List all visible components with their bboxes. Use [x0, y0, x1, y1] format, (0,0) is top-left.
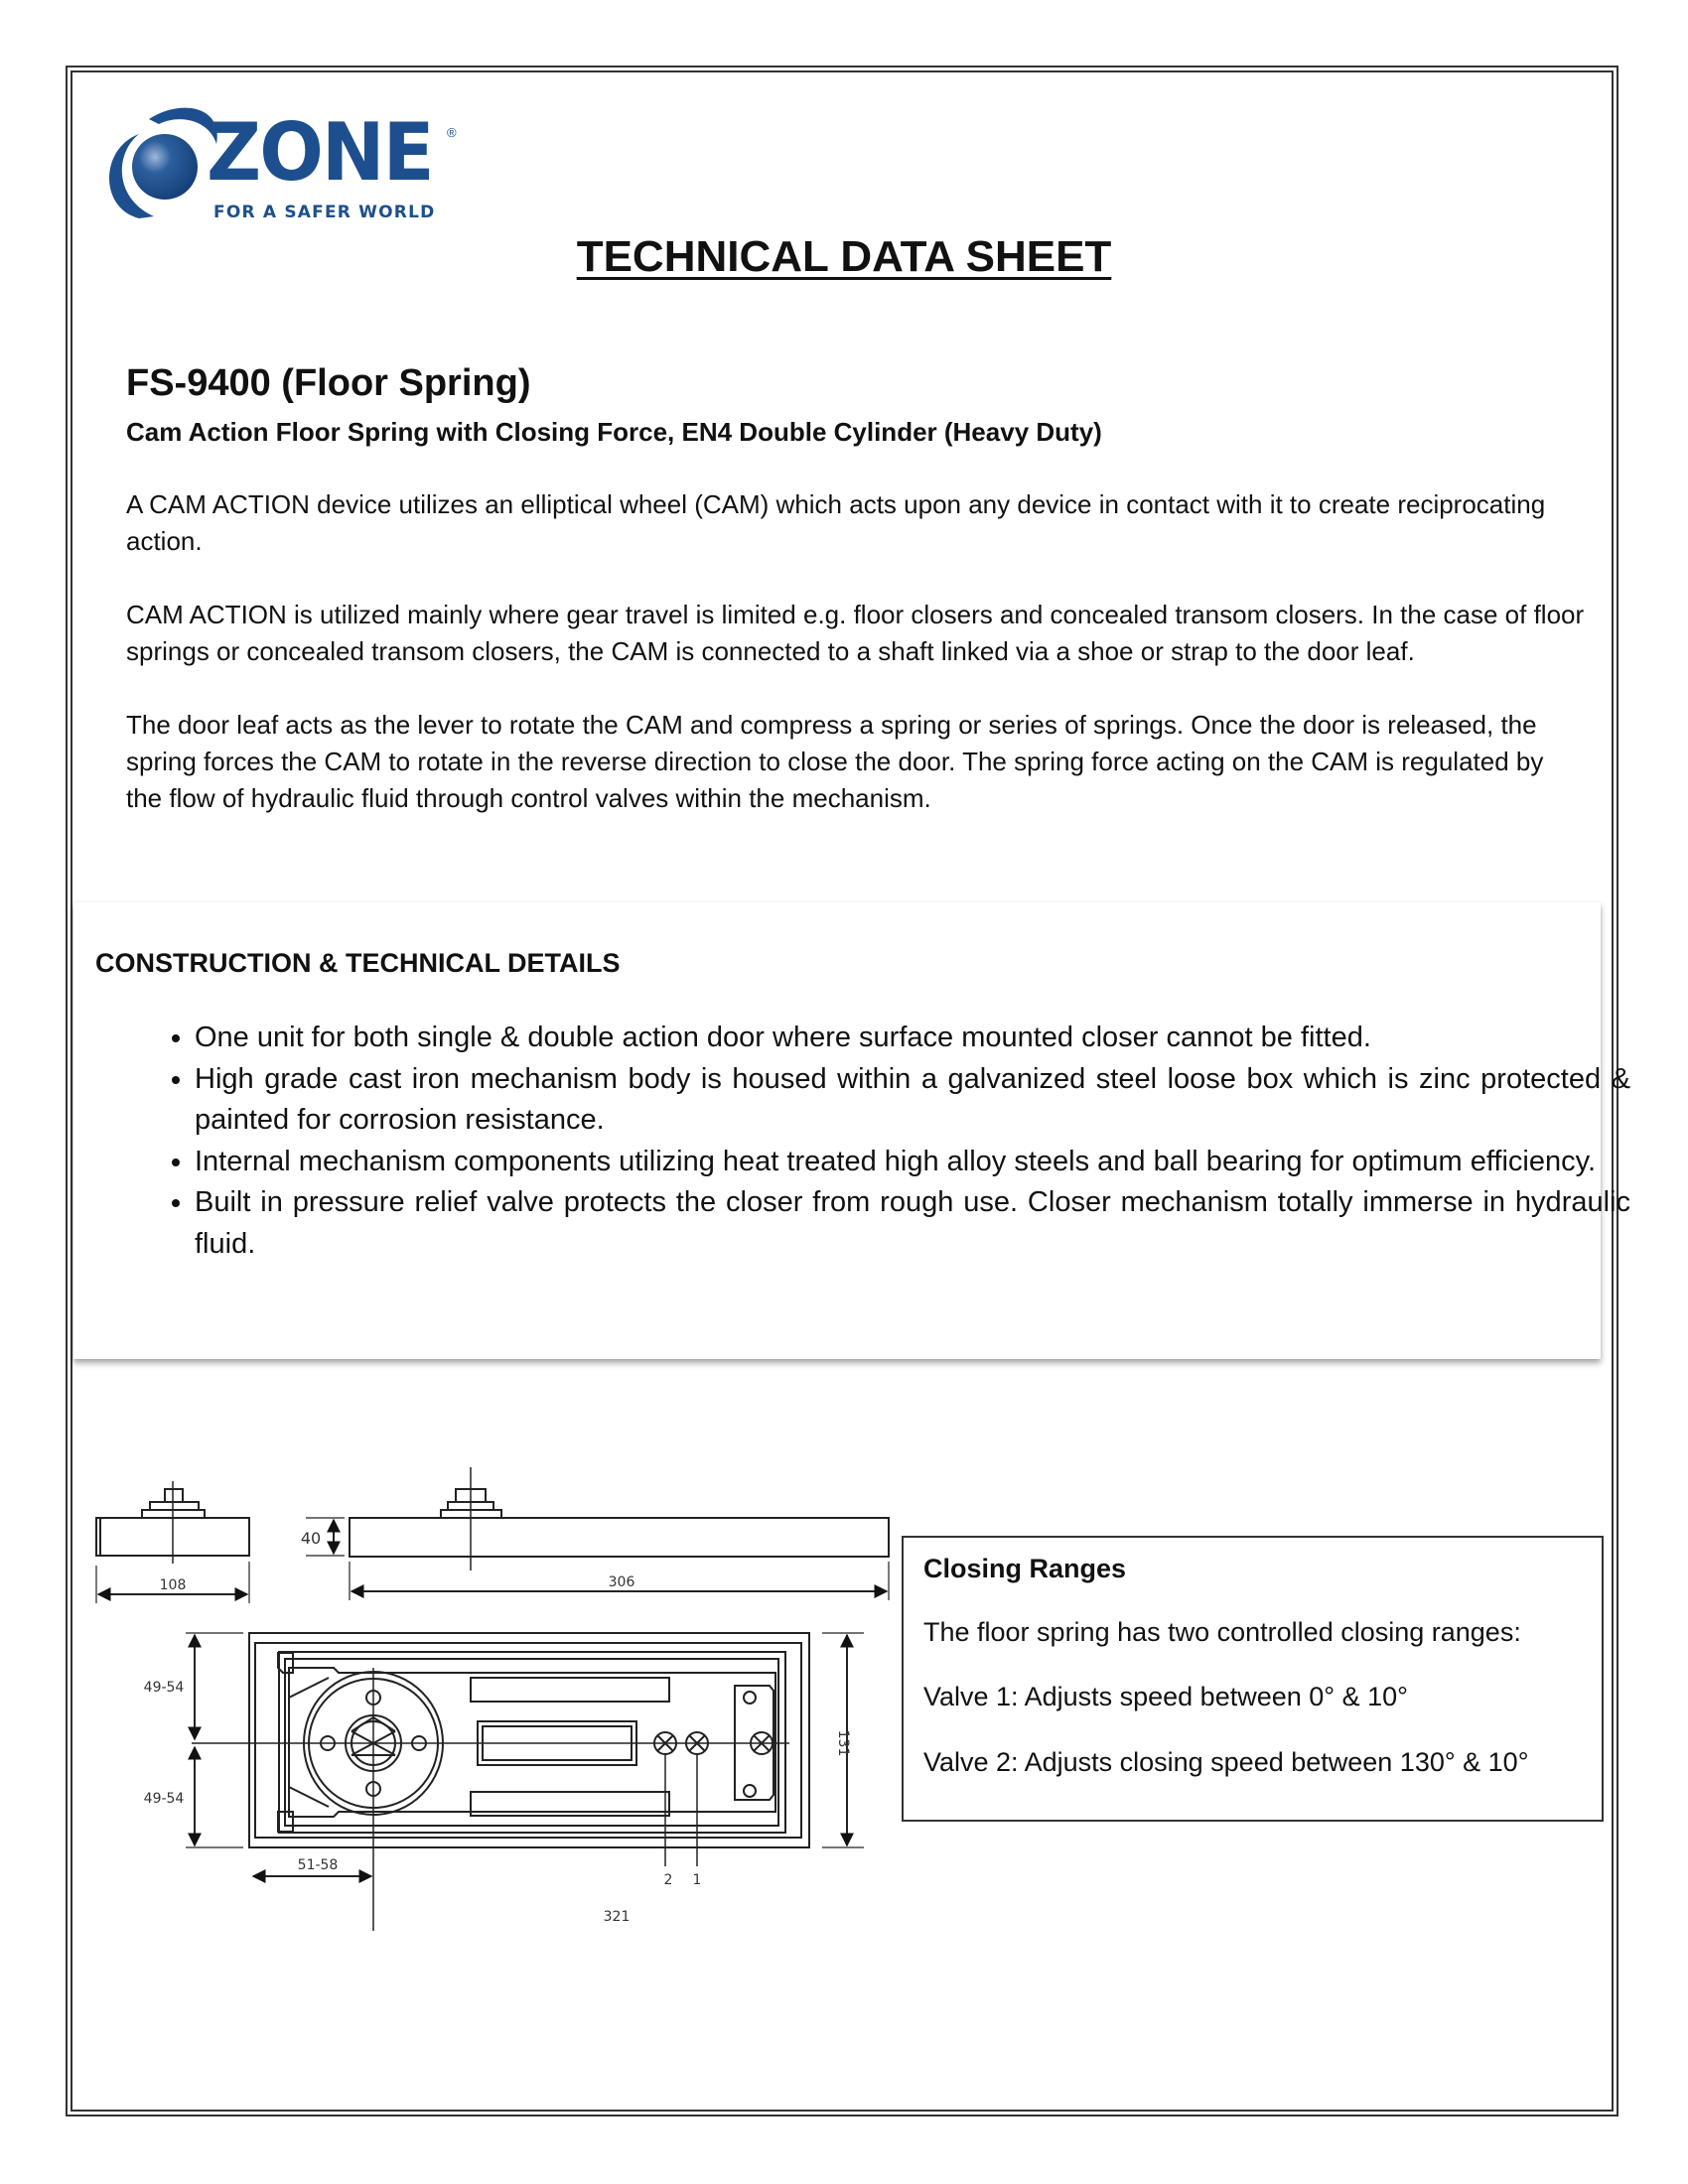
- dim-box-height: 131: [835, 1729, 851, 1757]
- logo-orb-icon: [99, 99, 218, 228]
- dim-height: 40: [300, 1529, 322, 1548]
- intro-paragraph: A CAM ACTION device utilizes an elliptical wheel (CAM) which acts upon any device in contact with it to create reciprocating action.: [126, 489, 1546, 556]
- registered-mark: ®: [447, 125, 457, 140]
- logo-tagline: FOR A SAFER WORLD: [213, 203, 436, 222]
- list-item: • Internal mechanism components utilizing heat treated high alloy steels and ball bearing for optimum efficiency.: [195, 1142, 1630, 1183]
- construction-list: [143, 1018, 1630, 1265]
- list-item: • Built in pressure relief valve protects the closer from rough use. Closer mechanism totally immerse in hydraulic fluid.: [195, 1182, 1630, 1265]
- list-item: • One unit for both single & double action door where surface mounted closer cannot be fitted.: [195, 1018, 1630, 1059]
- valve-1-label: 1: [692, 1872, 702, 1888]
- construction-title: CONSTRUCTION & TECHNICAL DETAILS: [95, 948, 621, 978]
- ozone-logo: [99, 99, 477, 228]
- product-name: FS-9400 (Floor Spring): [126, 362, 531, 404]
- dim-overall-length: 321: [603, 1909, 631, 1925]
- valve-2-label: 2: [663, 1872, 673, 1888]
- dim-top-offset: 49-54: [143, 1680, 185, 1696]
- closing-ranges-intro: The floor spring has two controlled closing ranges:: [923, 1617, 1521, 1647]
- construction-card: [73, 902, 1630, 1359]
- list-item: • High grade cast iron mechanism body is housed within a galvanized steel loose box which is zinc protected & painted for corrosion resistance.: [195, 1059, 1630, 1142]
- closing-ranges-box: [902, 1536, 1604, 1822]
- page-title-text: TECHNICAL DATA SHEET: [576, 232, 1112, 281]
- closing-ranges-title: Closing Ranges: [923, 1554, 1127, 1583]
- dim-bottom-offset: 49-54: [143, 1791, 185, 1807]
- valve-2-range: Valve 2: Adjusts closing speed between 130° & 10°: [923, 1747, 1529, 1777]
- dim-side-width: 108: [159, 1577, 187, 1593]
- logo-wordmark: ZONE: [207, 106, 433, 199]
- intro-section: [126, 486, 1586, 854]
- dim-length: 306: [608, 1574, 635, 1590]
- dim-axis-offset: 51-58: [297, 1857, 339, 1873]
- page-title: [0, 232, 1688, 282]
- product-subtitle: Cam Action Floor Spring with Closing Force, EN4 Double Cylinder (Heavy Duty): [126, 417, 1102, 447]
- intro-paragraph: CAM ACTION is utilized mainly where gear travel is limited e.g. floor closers and concealed transom closers. In the case of floor springs or concealed transom closers, the CAM is connected to a shaft linked via a shoe or strap to the door leaf.: [126, 600, 1585, 666]
- intro-paragraph: The door leaf acts as the lever to rotate the CAM and compress a spring or series of springs. Once the door is released, the spring forces the CAM to rotate in the reverse direction to close the door. The spring force acting on the CAM is regulated by the flow of hydraulic fluid through control valves within the mechanism.: [126, 710, 1544, 813]
- valve-1-range: Valve 1: Adjusts speed between 0° & 10°: [923, 1682, 1408, 1711]
